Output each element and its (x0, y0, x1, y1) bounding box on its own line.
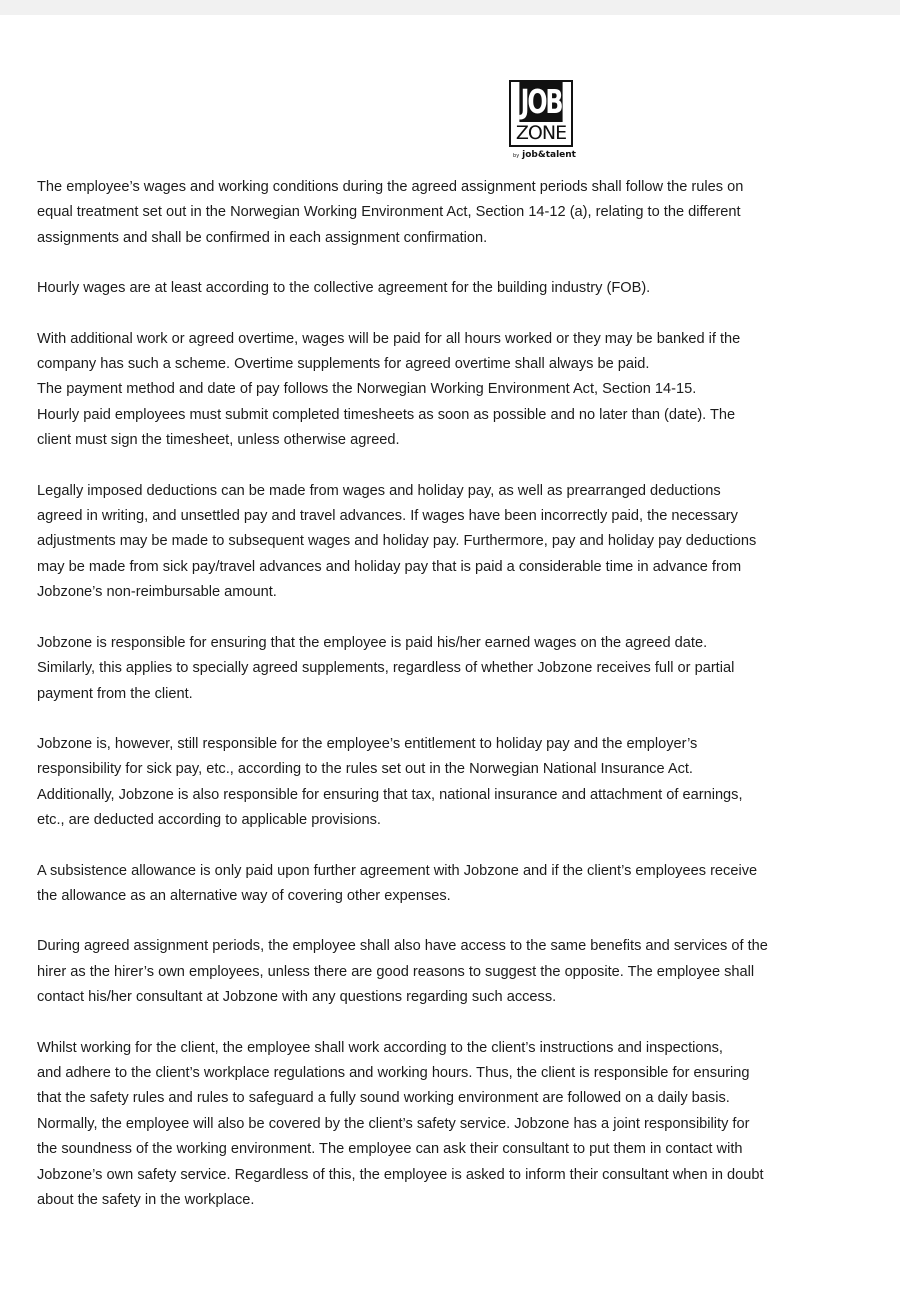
paragraph-line: payment from the client. (37, 685, 193, 702)
paragraph-line: With additional work or agreed overtime, wages will be paid for all hours worked or they may be banked if the (37, 330, 741, 347)
paragraph-line: Whilst working for the client, the employee shall work according to the client’s instructions and inspections, (37, 1039, 723, 1056)
paragraph-line: Hourly paid employees must submit completed timesheets as soon as possible and no later than (date). The (37, 406, 736, 423)
paragraph (37, 631, 887, 707)
paragraph-line: Additionally, Jobzone is also responsible for ensuring that tax, national insurance and attachment of earnings, (37, 786, 743, 803)
paragraph-line: Normally, the employee will also be covered by the client’s safety service. Jobzone has a joint responsibility for (37, 1115, 750, 1132)
paragraph-line: and adhere to the client’s workplace regulations and working hours. Thus, the client is responsible for ensuring (37, 1064, 750, 1081)
paragraph-line: A subsistence allowance is only paid upon further agreement with Jobzone and if the client’s employees receive (37, 862, 758, 879)
paragraph-line: etc., are deducted according to applicable provisions. (37, 812, 381, 829)
paragraph-line: Jobzone is, however, still responsible for the employee’s entitlement to holiday pay and the employer’s (37, 735, 698, 752)
top-band (0, 0, 900, 15)
paragraph-line: During agreed assignment periods, the employee shall also have access to the same benefits and services of the (37, 938, 768, 955)
paragraph-line: may be made from sick pay/travel advances and holiday pay that is paid a considerable time in advance from (37, 558, 742, 575)
paragraph-line: Legally imposed deductions can be made from wages and holiday pay, as well as prearranged deductions (37, 482, 721, 499)
paragraph (37, 175, 887, 251)
jobzone-logo (506, 80, 576, 164)
paragraph-line: company has such a scheme. Overtime supplements for agreed overtime shall always be paid. (37, 356, 650, 373)
paragraph (37, 732, 887, 834)
paragraph (37, 934, 887, 1010)
paragraph-line: The payment method and date of pay follows the Norwegian Working Environment Act, Section 14-15. (37, 381, 697, 398)
paragraph-line: the soundness of the working environment. The employee can ask their consultant to put them in contact with (37, 1141, 743, 1158)
paragraph-line: The employee’s wages and working conditions during the agreed assignment periods shall follow the rules on (37, 179, 744, 195)
paragraph-line: Similarly, this applies to specially agreed supplements, regardless of whether Jobzone receives full or partial (37, 660, 735, 677)
paragraph-line: Jobzone is responsible for ensuring that the employee is paid his/her earned wages on the agreed date. (37, 634, 708, 651)
paragraph (37, 327, 887, 454)
paragraph (37, 276, 887, 301)
paragraph-line: Hourly wages are at least according to the collective agreement for the building industry (FOB). (37, 280, 651, 297)
paragraph-line: responsibility for sick pay, etc., according to the rules set out in the Norwegian National Insurance Act. (37, 761, 693, 778)
paragraph-line: assignments and shall be confirmed in each assignment confirmation. (37, 229, 488, 246)
paragraph (37, 859, 887, 910)
paragraph-line: the allowance as an alternative way of covering other expenses. (37, 887, 451, 904)
logo-by-text: by (513, 153, 520, 159)
logo-box (509, 80, 573, 147)
paragraph-line: that the safety rules and rules to safeguard a fully sound working environment are followed on a daily basis. (37, 1090, 730, 1107)
paragraph-line: adjustments may be made to subsequent wages and holiday pay. Furthermore, pay and holiday pay deductions (37, 533, 757, 550)
logo-brand-text: job&talent (522, 150, 576, 160)
paragraph-line: client must sign the timesheet, unless otherwise agreed. (37, 432, 400, 449)
paragraph-line: Jobzone’s own safety service. Regardless of this, the employee is asked to inform their consultant when in doubt (37, 1166, 764, 1183)
logo-job-text: JOB (520, 82, 562, 121)
paragraph-line: agreed in writing, and unsettled pay and travel advances. If wages have been incorrectly paid, the necessary (37, 508, 738, 525)
paragraph (37, 1036, 887, 1214)
paragraph-line: about the safety in the workplace. (37, 1192, 255, 1208)
logo-tagline (510, 150, 576, 162)
paragraph-line: hirer as the hirer’s own employees, unless there are good reasons to suggest the opposite. The employee shall (37, 963, 755, 980)
paragraph-line: equal treatment set out in the Norwegian Working Environment Act, Section 14-12 (a), relating to the different (37, 204, 741, 221)
paragraph-line: contact his/her consultant at Jobzone with any questions regarding such access. (37, 989, 557, 1006)
paragraph-line: Jobzone’s non-reimbursable amount. (37, 584, 277, 601)
paragraph (37, 479, 887, 606)
logo-zone-text: ZONE (515, 122, 567, 144)
document-body (37, 175, 887, 1238)
